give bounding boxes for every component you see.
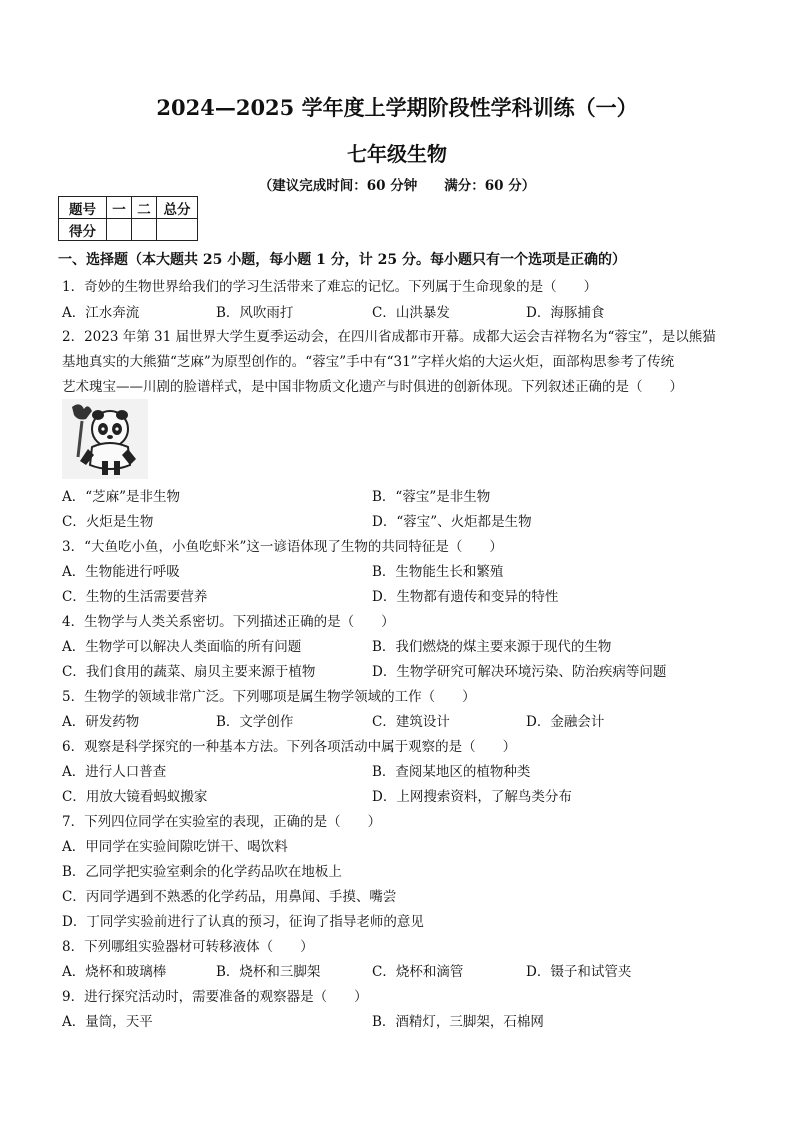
question-7-option-b: B．乙同学把实验室剩余的化学药品吹在地板上	[62, 864, 342, 880]
score-cell: 题号	[59, 197, 107, 219]
question-6-option-b: B．查阅某地区的植物种类	[372, 764, 531, 780]
score-cell: 一	[107, 197, 132, 219]
question-5-option-c: C．建筑设计	[372, 714, 450, 730]
score-cell: 总分	[157, 197, 198, 219]
question-4-option-c: C．我们食用的蔬菜、扇贝主要来源于植物	[62, 664, 316, 680]
score-cell: 二	[132, 197, 157, 219]
question-3-option-c: C．生物的生活需要营养	[62, 589, 208, 605]
question-6-stem: 6．观察是科学探究的一种基本方法。下列各项活动中属于观察的是（ ）	[62, 739, 517, 755]
question-3-option-a: A．生物能进行呼吸	[62, 564, 180, 580]
question-5-option-a: A．研发药物	[62, 714, 140, 730]
question-6-option-c: C．用放大镜看蚂蚁搬家	[62, 789, 208, 805]
question-1-option-c: C．山洪暴发	[372, 305, 450, 321]
question-1-option-b: B．风吹雨打	[216, 305, 294, 321]
question-9-option-a: A．量筒，天平	[62, 1014, 153, 1030]
question-4-option-a: A．生物学可以解决人类面临的所有问题	[62, 639, 302, 655]
question-1-option-d: D．海豚捕食	[526, 305, 605, 321]
question-3-stem: 3．“大鱼吃小鱼，小鱼吃虾米”这一谚语体现了生物的共同特征是（ ）	[62, 539, 503, 555]
question-3-option-b: B．生物能生长和繁殖	[372, 564, 504, 580]
question-2-option-a: A．“芝麻”是非生物	[62, 489, 181, 505]
question-3-option-d: D．生物都有遗传和变异的特性	[372, 589, 559, 605]
question-8-option-c: C．烧杯和滴管	[372, 964, 464, 980]
question-4-option-d: D．生物学研究可解决环境污染、防治疾病等问题	[372, 664, 667, 680]
question-7-option-a: A．甲同学在实验间隙吃饼干、喝饮料	[62, 839, 288, 855]
question-7-option-d: D．丁同学实验前进行了认真的预习，征询了指导老师的意见	[62, 914, 424, 930]
question-6-option-a: A．进行人口普查	[62, 764, 167, 780]
question-7-stem: 7．下列四位同学在实验室的表现，正确的是（ ）	[62, 814, 382, 830]
question-9-stem: 9．进行探究活动时，需要准备的观察器是（ ）	[62, 989, 368, 1005]
question-7-option-c: C．丙同学遇到不熟悉的化学药品，用鼻闻、手摸、嘴尝	[62, 889, 397, 905]
question-8-option-a: A．烧杯和玻璃棒	[62, 964, 167, 980]
question-5-option-b: B．文学创作	[216, 714, 294, 730]
question-8-option-b: B．烧杯和三脚架	[216, 964, 321, 980]
question-2-line-3: 艺术瑰宝——川剧的脸谱样式，是中国非物质文化遗产与时俱进的创新体现。下列叙述正确的是（ ）	[62, 379, 683, 395]
exam-note: （建议完成时间：60 分钟 满分：60 分）	[258, 178, 536, 194]
question-9-option-b: B．酒精灯，三脚架，石棉网	[372, 1014, 544, 1030]
question-2-line-2: 基地真实的大熊猫“芝麻”为原型创作的。“蓉宝”手中有“31”字样火焰的大运火炬，面部构思参考了传统	[62, 354, 675, 370]
question-2-line-1: 2．2023 年第 31 届世界大学生夏季运动会，在四川省成都市开幕。成都大运会吉祥物名为“蓉宝”，是以熊猫	[62, 329, 716, 345]
exam-title: 2024—2025 学年度上学期阶段性学科训练（一）	[156, 95, 638, 120]
question-5-stem: 5．生物学的领域非常广泛。下列哪项是属生物学领域的工作（ ）	[62, 689, 476, 705]
score-blank[interactable]	[157, 219, 198, 241]
question-2-option-d: D．“蓉宝”、火炬都是生物	[372, 514, 532, 530]
score-table-header-row	[59, 197, 198, 219]
mascot-rongbao-image	[62, 399, 148, 479]
question-8-option-d: D．镊子和试管夹	[526, 964, 632, 980]
question-6-option-d: D．上网搜索资料，了解鸟类分布	[372, 789, 572, 805]
section-heading: 一、选择题（本大题共 25 小题，每小题 1 分，计 25 分。每小题只有一个选项是正确的）	[58, 252, 626, 268]
score-table-score-row	[59, 219, 198, 241]
score-blank[interactable]	[107, 219, 132, 241]
score-cell: 得分	[59, 219, 107, 241]
exam-subtitle: 七年级生物	[347, 142, 447, 166]
question-4-stem: 4．生物学与人类关系密切。下列描述正确的是（ ）	[62, 614, 395, 630]
question-8-stem: 8．下列哪组实验器材可转移液体（ ）	[62, 939, 314, 955]
question-1-option-a: A．江水奔流	[62, 305, 140, 321]
question-5-option-d: D．金融会计	[526, 714, 605, 730]
question-4-option-b: B．我们燃烧的煤主要来源于现代的生物	[372, 639, 612, 655]
question-2-option-b: B．“蓉宝”是非生物	[372, 489, 491, 505]
score-blank[interactable]	[132, 219, 157, 241]
question-1-stem: 1．奇妙的生物世界给我们的学习生活带来了难忘的记忆。下列属于生命现象的是（ ）	[62, 279, 598, 295]
question-2-option-c: C．火炬是生物	[62, 514, 154, 530]
score-table	[58, 196, 198, 241]
